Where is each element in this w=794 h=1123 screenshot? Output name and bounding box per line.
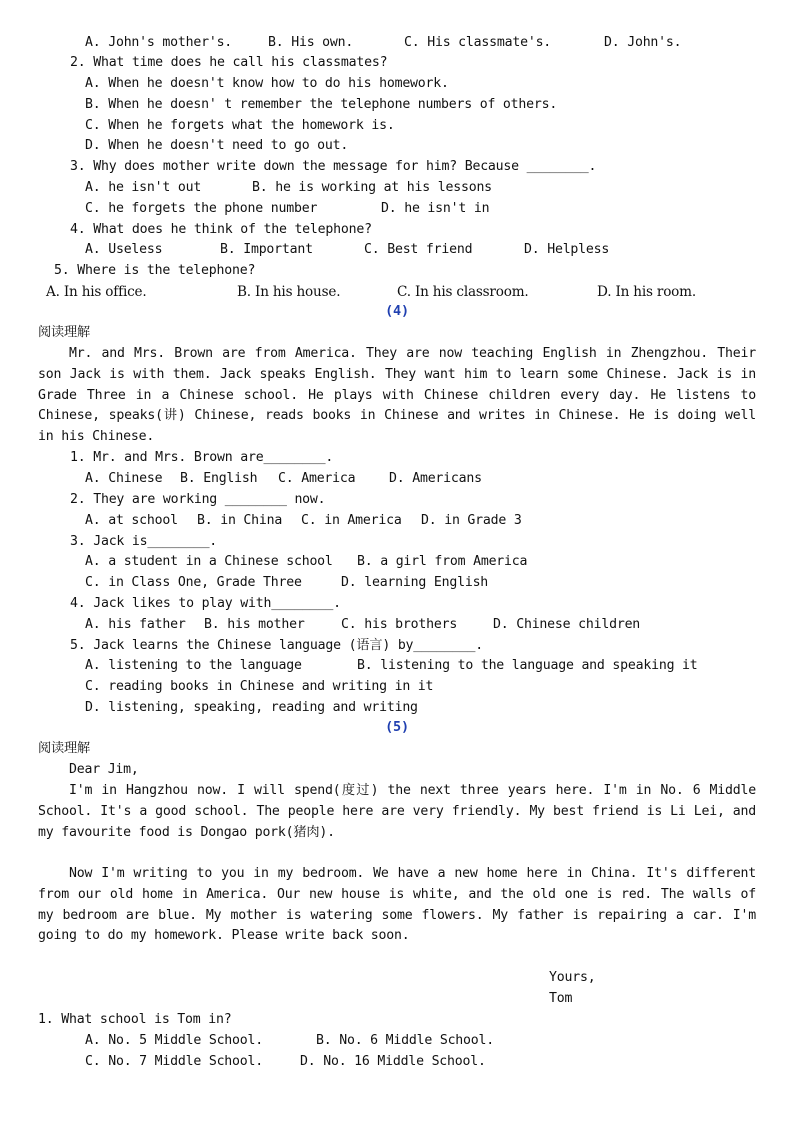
p4-q4-stem: 4. Jack likes to play with________. (70, 596, 341, 611)
p3-q5-option-c: C. In his classroom. (397, 284, 529, 300)
p4-q3-option-a: A. a student in a Chinese school (85, 554, 333, 569)
p3-q2-option-d: D. When he doesn't need to go out. (85, 138, 349, 153)
p3-q2-option-c: C. When he forgets what the homework is. (85, 118, 395, 133)
section-5-number: (5) (385, 719, 409, 735)
p4-q2-option-b: B. in China (197, 513, 283, 528)
p3-q2-option-a: A. When he doesn't know how to do his homework. (85, 76, 449, 91)
p5-q1-option-b: B. No. 6 Middle School. (316, 1033, 495, 1048)
p3-q3-option-b: B. he is working at his lessons (252, 180, 492, 195)
p3-q5-option-a: A. In his office. (46, 284, 147, 300)
p3-q4-option-b: B. Important (220, 242, 313, 257)
p3-q5-option-d: D. In his room. (597, 284, 696, 300)
letter-signature: Tom (549, 991, 573, 1006)
p4-q3-option-b: B. a girl from America (357, 554, 528, 569)
p3-q2-option-b: B. When he doesn' t remember the telephone numbers of others. (85, 97, 558, 112)
p3-q3-option-a: A. he isn't out (85, 180, 202, 195)
letter-paragraph-2: Now I'm writing to you in my bedroom. We have a new home here in China. It's different from our old home in America. Our new house is white, and the old one is red. The walls of my bedroom are blue. My mother is watering some flowers. My father is repairing a car. I'm going to do my homework. Please write back soon. (38, 866, 756, 944)
p4-q5-option-a: A. listening to the language (85, 658, 302, 673)
p4-q1-stem: 1. Mr. and Mrs. Brown are________. (70, 450, 334, 465)
p4-q4-option-c: C. his brothers (341, 617, 458, 632)
p5-q1-stem: 1. What school is Tom in? (38, 1012, 232, 1027)
p3-q3-stem: 3. Why does mother write down the message for him? Because ________. (70, 159, 597, 174)
p4-q2-option-c: C. in America (301, 513, 402, 528)
p4-q4-option-b: B. his mother (204, 617, 305, 632)
p4-q2-stem: 2. They are working ________ now. (70, 492, 326, 507)
p3-q3-option-d: D. he isn't in (381, 201, 490, 216)
section-4-heading: 阅读理解 (38, 325, 90, 340)
p5-q1-option-a: A. No. 5 Middle School. (85, 1033, 264, 1048)
p4-q2-option-a: A. at school (85, 513, 178, 528)
p3-q1-option-a: A. John's mother's. (85, 35, 233, 50)
p4-q2-option-d: D. in Grade 3 (421, 513, 522, 528)
p3-q5-stem: 5. Where is the telephone? (54, 263, 256, 278)
p3-q4-option-c: C. Best friend (364, 242, 473, 257)
p3-q4-option-a: A. Useless (85, 242, 163, 257)
letter-salutation: Dear Jim, (69, 762, 139, 777)
p5-q1-option-c: C. No. 7 Middle School. (85, 1054, 264, 1069)
p3-q2-stem: 2. What time does he call his classmates? (70, 55, 388, 70)
section-4-passage: Mr. and Mrs. Brown are from America. They are now teaching English in Zhengzhou. Their son Jack is with them. Jack speaks English. They want him to learn some Chinese. Jack is in Grade Three in a Chinese school. He plays with Chinese children every day. He listens to Chinese, speaks(讲) Chinese, reads books in Chinese and writes in Chinese. He is doing well in his Chinese. (38, 346, 756, 445)
p4-q1-option-a: A. Chinese (85, 471, 163, 486)
p5-q1-option-d: D. No. 16 Middle School. (300, 1054, 486, 1069)
p3-q4-option-d: D. Helpless (524, 242, 610, 257)
p4-q5-stem: 5. Jack learns the Chinese language (语言) by________. (70, 638, 483, 653)
p4-q5-option-c: C. reading books in Chinese and writing in it (85, 679, 434, 694)
letter-closing: Yours, (549, 970, 596, 985)
p4-q1-option-c: C. America (278, 471, 356, 486)
p4-q3-option-c: C. in Class One, Grade Three (85, 575, 302, 590)
p3-q1-option-c: C. His classmate's. (404, 35, 552, 50)
p4-q5-option-d: D. listening, speaking, reading and writing (85, 700, 418, 715)
p4-q3-stem: 3. Jack is________. (70, 534, 218, 549)
p3-q4-stem: 4. What does he think of the telephone? (70, 222, 372, 237)
p3-q3-option-c: C. he forgets the phone number (85, 201, 318, 216)
p4-q4-option-a: A. his father (85, 617, 186, 632)
p3-q1-option-d: D. John's. (604, 35, 682, 50)
letter-paragraph-1: I'm in Hangzhou now. I will spend(度过) the next three years here. I'm in No. 6 Middle School. It's a good school. The people here are very friendly. My best friend is Li Lei, and my favourite food is Dongao pork(猪肉). (38, 783, 756, 840)
p4-q1-option-b: B. English (180, 471, 258, 486)
p3-q1-option-b: B. His own. (268, 35, 354, 50)
section-5-heading: 阅读理解 (38, 741, 90, 756)
p4-q3-option-d: D. learning English (341, 575, 489, 590)
p4-q1-option-d: D. Americans (389, 471, 482, 486)
p4-q4-option-d: D. Chinese children (493, 617, 641, 632)
p4-q5-option-b: B. listening to the language and speaking it (357, 658, 698, 673)
p3-q5-option-b: B. In his house. (237, 284, 341, 300)
section-4-number: (4) (385, 303, 409, 319)
